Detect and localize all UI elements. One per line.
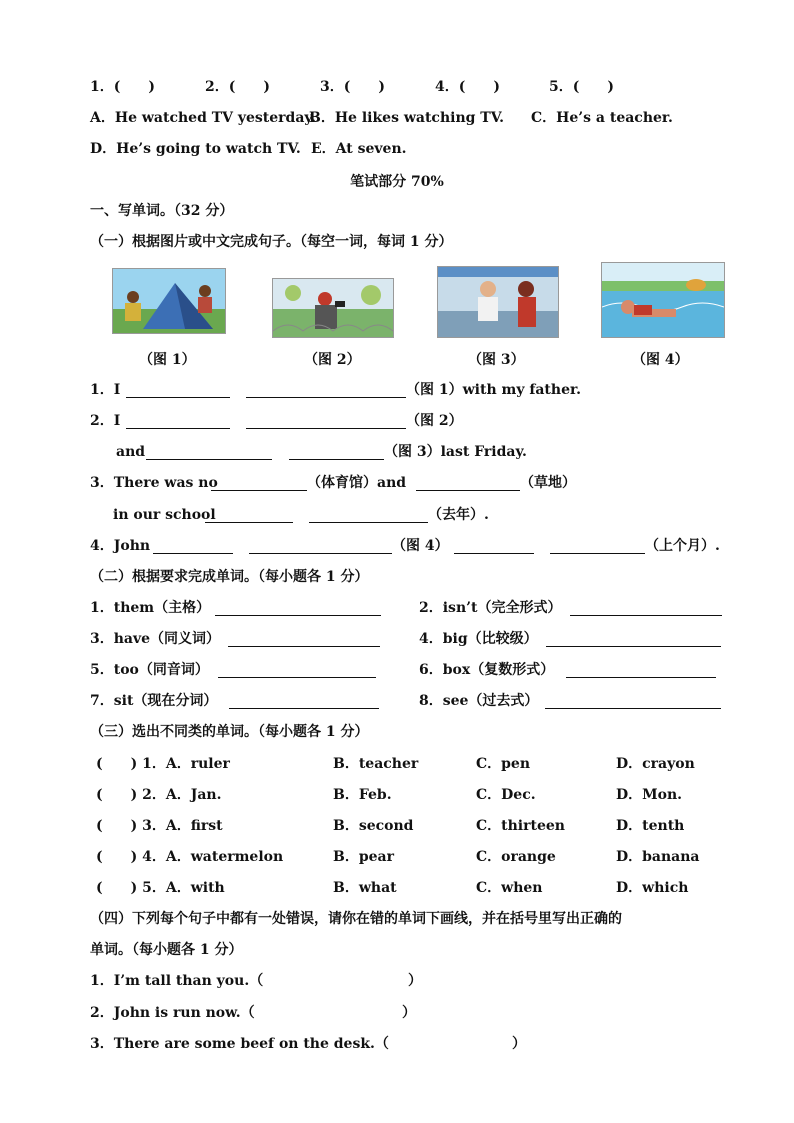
question-1-label: 1．I [90,382,121,398]
part-two-title: （二）根据要求完成单词。（每小题各 1 分） [90,569,369,585]
section-one-title: 一、写单词。（32 分） [90,203,234,219]
question-3b-start: in our school [113,507,216,523]
word-item-5: 5．too（同音词） [90,662,209,678]
answer-bracket-4[interactable]: 4．( ) [435,79,500,95]
choice-c: C．Dec. [476,787,536,803]
answer-bracket-3[interactable]: 3．( ) [320,79,385,95]
part-one-title: （一）根据图片或中文完成句子。（每空一词，每词 1 分） [90,234,453,250]
bracket-close: ） [408,973,422,989]
answer-blank[interactable] [246,428,406,429]
question-4-end: （上个月）. [645,538,720,554]
answer-blank[interactable] [205,522,293,523]
caption-picture-2: （图 2） [304,352,361,368]
question-2b-start: and [116,444,146,460]
answer-blank[interactable] [229,708,379,709]
answer-blank[interactable] [146,459,272,460]
choice-d: D．which [616,880,689,896]
caption-picture-4: （图 4） [632,352,689,368]
answer-blank[interactable] [126,428,230,429]
word-item-7: 7．sit（现在分词） [90,693,218,709]
choice-b: B．Feb. [333,787,392,803]
question-3b-end: （去年）. [428,507,489,523]
question-2-label: 2．I [90,413,121,429]
picture-2-photographer [272,278,394,338]
answer-bracket-5[interactable]: 5．( ) [549,79,614,95]
picture-3-meeting [437,266,559,338]
choice-row-1[interactable]: ( ) 1．A．ruler [96,756,230,772]
choice-d: D．Mon. [616,787,683,803]
part-four-title: （四）下列每个句子中都有一处错误，请你在错的单词下画线，并在括号里写出正确的 [90,911,622,927]
answer-blank[interactable] [570,615,722,616]
question-4-start: 4．John [90,538,151,554]
answer-bracket-2[interactable]: 2．( ) [205,79,270,95]
bracket-close: ） [402,1005,416,1021]
word-item-1: 1．them（主格） [90,600,211,616]
word-item-6: 6．box（复数形式） [419,662,555,678]
choice-c: C．pen [476,756,531,772]
word-item-2: 2．isn’t（完全形式） [419,600,562,616]
option-b: B．He likes watching TV. [309,110,505,126]
answer-blank[interactable] [215,615,381,616]
error-question-3: 3．There are some beef on the desk.（ [90,1036,389,1052]
choice-b: B．what [333,880,397,896]
picture-4-swimming [601,262,725,338]
choice-d: D．banana [616,849,700,865]
choice-row-4[interactable]: ( ) 4．A．watermelon [96,849,284,865]
part-four-title-cont: 单词。（每小题各 1 分） [90,942,243,958]
choice-c: C．when [476,880,543,896]
word-item-4: 4．big（比较级） [419,631,538,647]
answer-blank[interactable] [454,553,534,554]
word-item-3: 3．have（同义词） [90,631,221,647]
answer-blank[interactable] [211,490,307,491]
answer-blank[interactable] [218,677,376,678]
answer-bracket-1[interactable]: 1．( ) [90,79,155,95]
answer-blank[interactable] [246,397,406,398]
error-question-2: 2．John is run now.（ [90,1005,255,1021]
caption-picture-1: （图 1） [139,352,196,368]
written-section-title: 笔试部分 70% [350,174,444,190]
answer-blank[interactable] [416,490,520,491]
question-3-mid: （体育馆）and [307,475,407,491]
answer-blank[interactable] [249,553,392,554]
choice-c: C．orange [476,849,556,865]
option-a: A．He watched TV yesterday. [90,110,316,126]
option-c: C．He’s a teacher. [531,110,673,126]
part-three-title: （三）选出不同类的单词。（每小题各 1 分） [90,724,369,740]
error-question-1: 1．I’m tall than you.（ [90,973,264,989]
question-3-start: 3．There was no [90,475,218,491]
choice-d: D．tenth [616,818,685,834]
answer-blank[interactable] [546,646,721,647]
picture-1-camping [112,268,226,334]
answer-blank[interactable] [289,459,384,460]
question-1-end: （图 1）with my father. [406,382,581,398]
choice-row-3[interactable]: ( ) 3．A．first [96,818,223,834]
choice-row-2[interactable]: ( ) 2．A．Jan. [96,787,222,803]
answer-blank[interactable] [550,553,645,554]
question-2b-end: （图 3）last Friday. [384,444,527,460]
word-item-8: 8．see（过去式） [419,693,539,709]
answer-blank[interactable] [309,522,428,523]
choice-c: C．thirteen [476,818,565,834]
option-d: D．He’s going to watch TV. [90,141,301,157]
answer-blank[interactable] [228,646,380,647]
answer-blank[interactable] [566,677,716,678]
question-2-end: （图 2） [406,413,463,429]
answer-blank[interactable] [545,708,721,709]
choice-b: B．second [333,818,414,834]
bracket-close: ） [512,1036,526,1052]
option-e: E．At seven. [311,141,407,157]
answer-blank[interactable] [126,397,230,398]
choice-b: B．teacher [333,756,419,772]
choice-b: B．pear [333,849,394,865]
choice-d: D．crayon [616,756,695,772]
answer-blank[interactable] [153,553,233,554]
question-3-end: （草地） [520,475,576,491]
choice-row-5[interactable]: ( ) 5．A．with [96,880,225,896]
question-4-mid: （图 4） [392,538,449,554]
caption-picture-3: （图 3） [468,352,525,368]
